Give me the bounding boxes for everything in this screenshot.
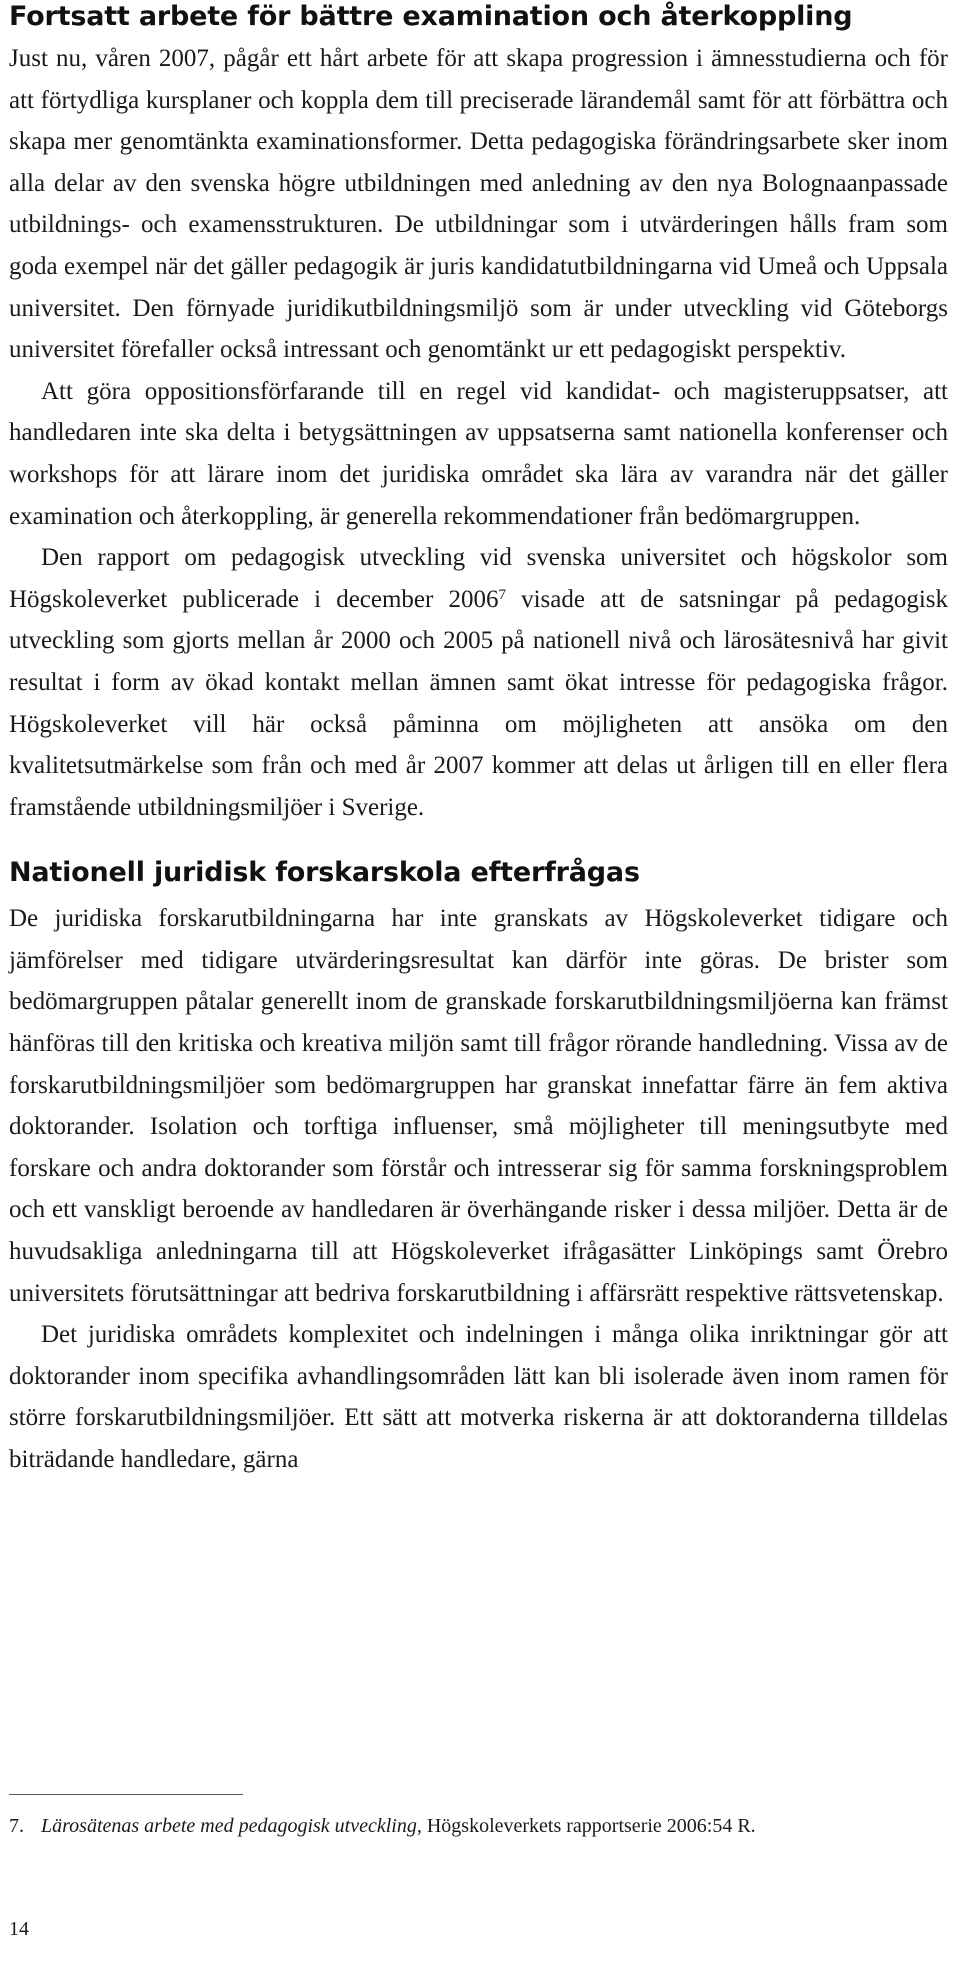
document-page: [9, 0, 948, 1481]
page-number: 14: [9, 1918, 29, 1940]
paragraph-text: Den rapport om pedagogisk utveckling vid svenska universitet och högskolor som Högskoleverket publicerade i december 2006: [9, 544, 948, 613]
section-heading-forskarskola: Nationell juridisk forskarskola efterfrågas: [9, 857, 640, 889]
footnote-divider: [9, 1794, 243, 1795]
body-paragraph: De juridiska forskarutbildningarna har inte granskats av Högskoleverket tidigare och jämförelser med tidigare utvärderingsresultat kan därför inte göras. De brister som bedömargruppen påtalar generellt inom de granskade forskarutbildningsmiljöerna kan främst hänföras till den kritiska och kreativa miljön samt till frågor rörande handledning. Vissa av de forskarutbildningsmiljöer som bedömargruppen har granskat innefattar färre än fem aktiva doktorander. Isolation och torftiga influenser, små möjligheter till meningsutbyte med forskare och andra doktorander som förstår och intresserar sig för samma forskningsproblem och ett vanskligt beroende av handledaren är överhängande risker i dessa miljöer. Detta är de huvudsakliga anledningarna till att Högskoleverket ifrågasätter Linköpings samt Örebro universitets förutsättningar att bedriva forskarutbildning i affärsrätt respektive rättsvetenskap.: [9, 905, 948, 1307]
section-heading-examination: Fortsatt arbete för bättre examination och återkoppling: [9, 1, 853, 32]
footnote-number: 7.: [9, 1815, 24, 1837]
footnote-reference[interactable]: 7: [498, 586, 506, 603]
body-paragraph: Att göra oppositionsförfarande till en regel vid kandidat- och magisteruppsatser, att handledaren inte ska delta i betygsättningen av uppsatserna samt nationella konferenser och workshops för att lärare inom det juridiska området ska lära av varandra när det gäller examination och återkoppling, är generella rekommendationer från bedömargruppen.: [9, 377, 948, 530]
footnote-title: Lärosätenas arbete med pedagogisk utveckling,: [41, 1815, 422, 1837]
body-paragraph: Just nu, våren 2007, pågår ett hårt arbete för att skapa progression i ämnesstudierna och för att förtydliga kursplaner och koppla dem till preciserade lärandemål samt för att förbättra och skapa mer genomtänkta examinationsformer. Detta pedagogiska förändringsarbete sker inom alla delar av den svenska högre utbildningen med anledning av den nya Bolognaanpassade utbildnings- och examensstrukturen. De utbildningar som i utvärderingen hålls fram som goda exempel när det gäller pedagogik är juris kandidatutbildningarna vid Umeå och Uppsala universitet. Den förnyade juridikutbildningsmiljö som är under utveckling vid Göteborgs universitet förefaller också intressant och genomtänkt ur ett pedagogiskt perspektiv.: [9, 45, 948, 364]
footnote: [9, 1812, 948, 1840]
body-paragraph-with-footnote: [9, 537, 948, 828]
footnote-text: Högskoleverkets rapportserie 2006:54 R.: [421, 1815, 756, 1837]
body-paragraph: Det juridiska områdets komplexitet och indelningen i många olika inriktningar gör att doktorander inom specifika avhandlingsområden lätt kan bli isolerade även inom ramen för större forskarutbildningsmiljöer. Ett sätt att motverka riskerna är att doktoranderna tilldelas biträdande handledare, gärna: [9, 1321, 948, 1473]
paragraph-text: visade att de satsningar på pedagogisk utveckling som gjorts mellan år 2000 och 2005 på nationell nivå och lärosätesnivå har givit resultat i form av ökad kontakt mellan ämnen samt ökat intresse för pedagogiska frågor. Högskoleverket vill här också påminna om möjligheten att ansöka om den kvalitetsutmärkelse som från och med år 2007 kommer att delas ut årligen till en eller flera framstående utbildningsmiljöer i Sverige.: [9, 585, 948, 821]
